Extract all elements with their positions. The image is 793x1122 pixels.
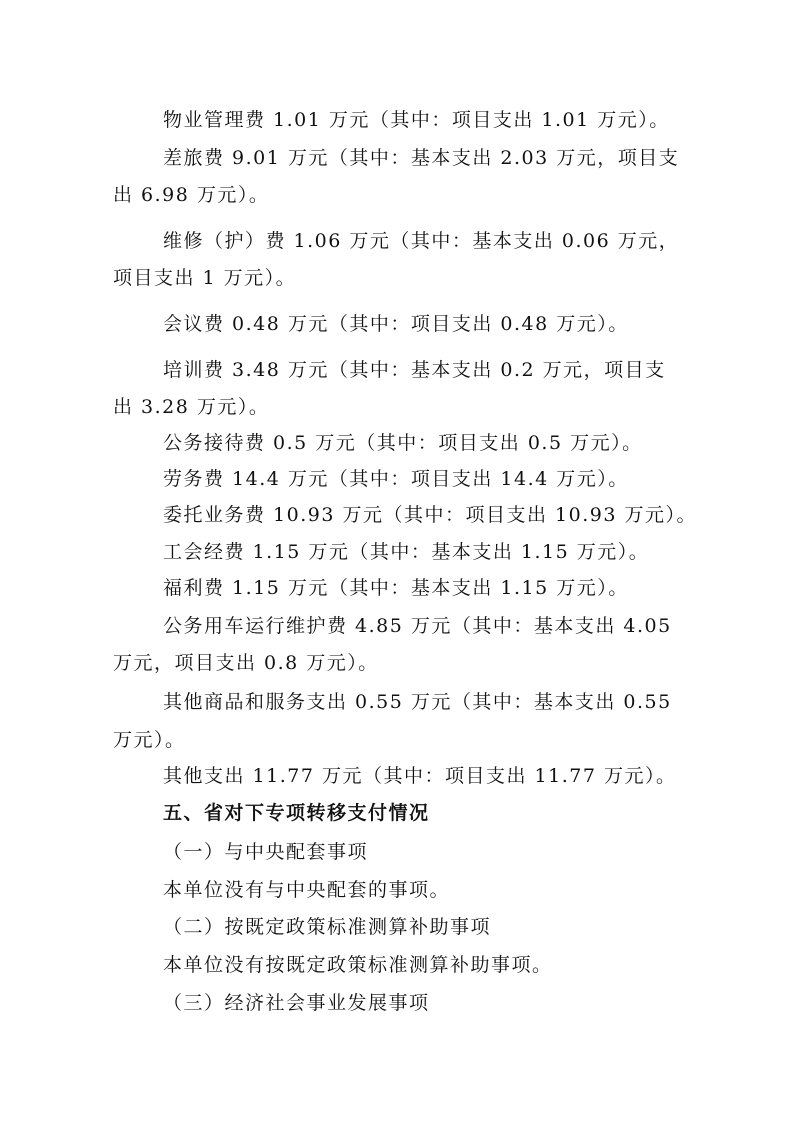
expense-line-meeting: 会议费 0.48 万元（其中：项目支出 0.48 万元）。	[163, 313, 629, 335]
expense-line-training-cont: 出 3.28 万元）。	[113, 396, 270, 418]
expense-line-other: 其他支出 11.77 万元（其中：项目支出 11.77 万元）。	[163, 765, 677, 787]
subsection-heading-central-matching: （一）与中央配套事项	[163, 841, 369, 863]
expense-line-property-management: 物业管理费 1.01 万元（其中：项目支出 1.01 万元）。	[163, 109, 670, 131]
expense-line-other-goods-cont: 万元）。	[113, 729, 186, 751]
expense-line-maintenance: 维修（护）费 1.06 万元（其中：基本支出 0.06 万元，	[163, 230, 680, 252]
expense-line-travel: 差旅费 9.01 万元（其中：基本支出 2.03 万元，项目支	[163, 147, 680, 169]
subsection-text-policy-subsidy: 本单位没有按既定政策标准测算补助事项。	[163, 954, 553, 976]
subsection-text-central-matching: 本单位没有与中央配套的事项。	[163, 879, 451, 901]
subsection-heading-social-development: （三）经济社会事业发展事项	[163, 992, 430, 1014]
expense-line-other-goods: 其他商品和服务支出 0.55 万元（其中：基本支出 0.55	[163, 691, 672, 713]
expense-line-union: 工会经费 1.15 万元（其中：基本支出 1.15 万元）。	[163, 541, 650, 563]
expense-line-commissioned: 委托业务费 10.93 万元（其中：项目支出 10.93 万元）。	[163, 504, 697, 526]
expense-line-maintenance-cont: 项目支出 1 万元）。	[113, 267, 297, 289]
expense-line-training: 培训费 3.48 万元（其中：基本支出 0.2 万元，项目支	[163, 359, 666, 381]
section-heading-transfer-payments: 五、省对下专项转移支付情况	[163, 802, 430, 824]
expense-line-vehicle: 公务用车运行维护费 4.85 万元（其中：基本支出 4.05	[163, 615, 672, 637]
expense-line-welfare: 福利费 1.15 万元（其中：基本支出 1.15 万元）。	[163, 577, 629, 599]
expense-line-reception: 公务接待费 0.5 万元（其中：项目支出 0.5 万元）。	[163, 432, 643, 454]
expense-line-vehicle-cont: 万元，项目支出 0.8 万元）。	[113, 652, 379, 674]
expense-line-travel-cont: 出 6.98 万元）。	[113, 184, 270, 206]
expense-line-labor: 劳务费 14.4 万元（其中：项目支出 14.4 万元）。	[163, 468, 629, 490]
subsection-heading-policy-subsidy: （二）按既定政策标准测算补助事项	[163, 916, 492, 938]
